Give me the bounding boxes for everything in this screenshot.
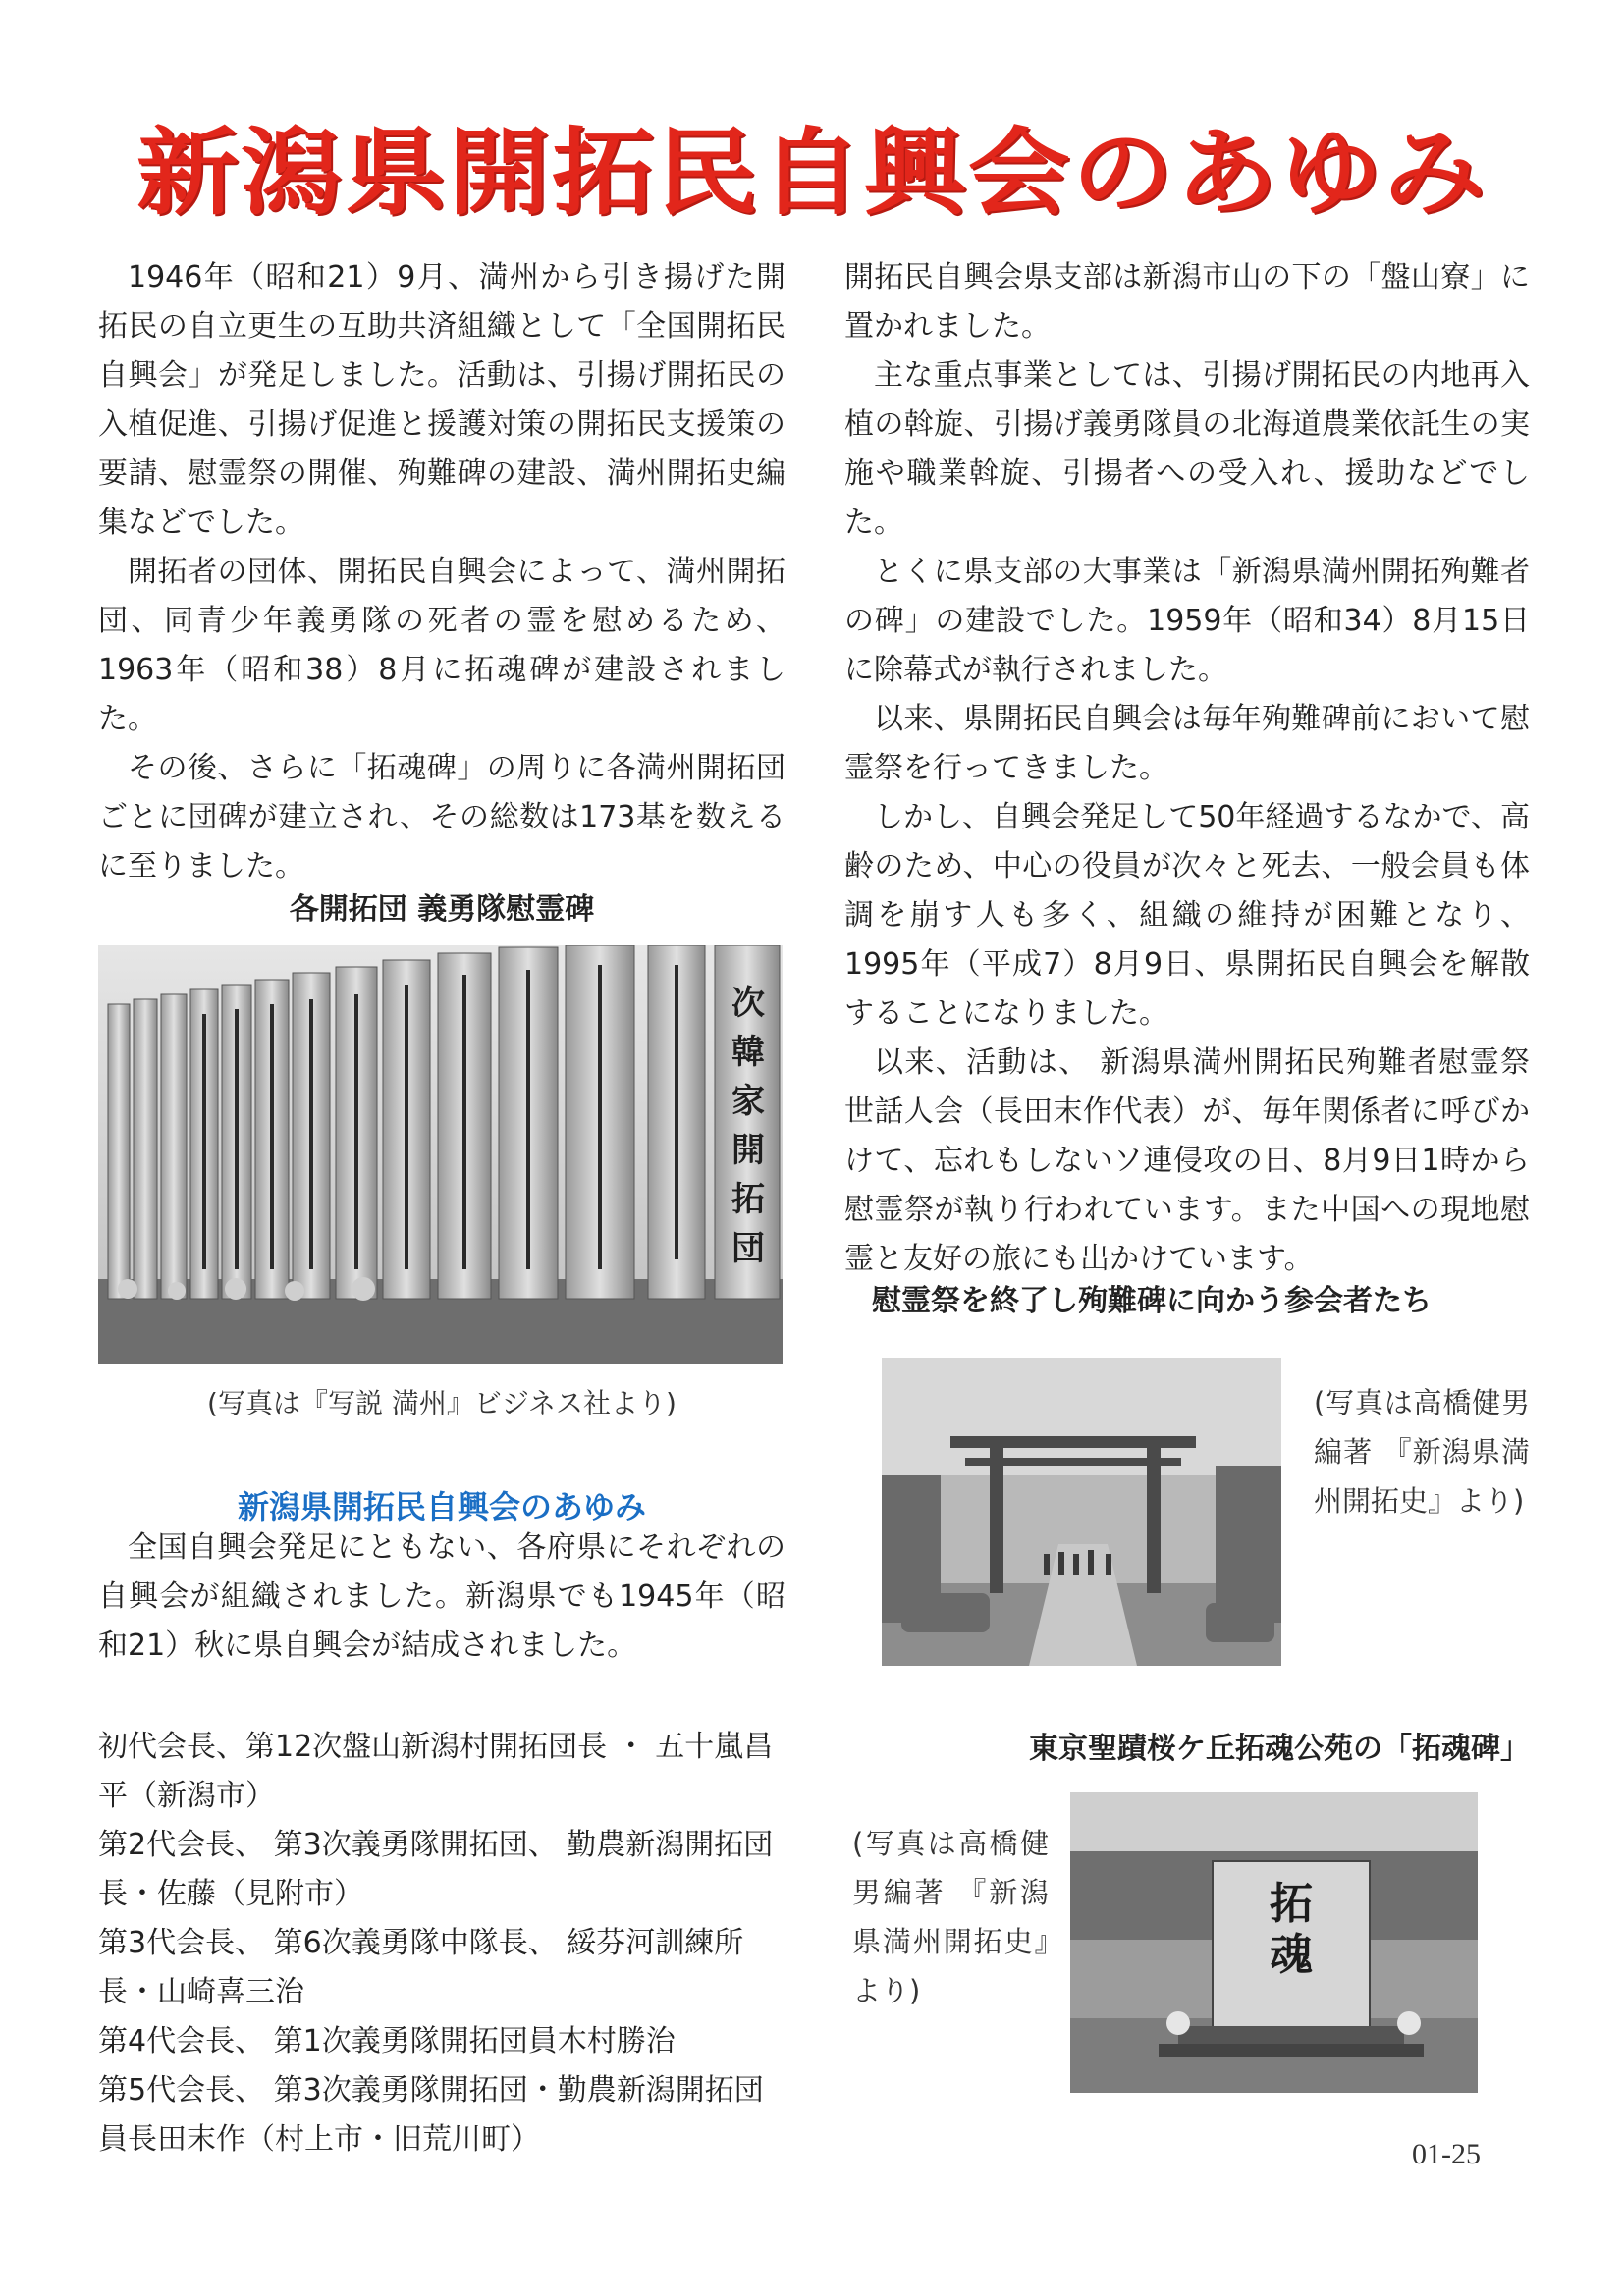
svg-text:次: 次 — [731, 984, 765, 1023]
page-number: 01-25 — [1412, 2138, 1481, 2170]
right-paragraph: 以来、県開拓民自興会は毎年殉難碑前において慰霊祭を行ってきました。 — [844, 702, 1530, 785]
president-item: 第2代会長、 第3次義勇隊開拓団、 勤農新潟開拓団長・佐藤（見附市） — [98, 1828, 774, 1911]
photo1-caption: 各開拓団 義勇隊慰霊碑 — [289, 892, 595, 927]
president-item: 初代会長、第12次盤山新潟村開拓団長 ・ 五十嵐昌平（新潟市） — [98, 1730, 774, 1813]
right-paragraph: しかし、自興会発足して50年経過するなかで、高齢のため、中心の役員が次々と死去、一般会員も体調を崩す人も多く、組織の維持が困難となり、 1995年（平成7）8月9日、県開拓民自興会を解散することになりました。 — [844, 800, 1530, 1031]
svg-text:開: 開 — [731, 1131, 765, 1170]
svg-text:魂: 魂 — [1270, 1930, 1313, 1980]
right-paragraph: 主な重点事業としては、引揚げ開拓民の内地再入植の斡旋、引揚げ義勇隊員の北海道農業依託生の実施や職業斡旋、引揚者への受入れ、援助などでした。 — [844, 358, 1530, 540]
left-paragraph: その後、さらに「拓魂碑」の周りに各満州開拓団ごとに団碑が建立され、その総数は173基を数えるに至りました。 — [98, 751, 785, 883]
photo2-caption: 慰霊祭を終了し殉難碑に向かう参会者たち — [872, 1284, 1432, 1318]
presidents-list — [98, 1723, 785, 2164]
svg-text:団: 団 — [731, 1229, 765, 1268]
left-paragraph: 開拓者の団体、開拓民自興会によって、満州開拓団、同青少年義勇隊の死者の霊を慰めるため、1963年（昭和38）8月に拓魂碑が建設されました。 — [98, 555, 785, 736]
sub-paragraph: 全国自興会発足にともない、各府県にそれぞれの自興会が組織されました。新潟県でも1945年（昭和21）秋に県自興会が結成されました。 — [98, 1530, 785, 1663]
president-item: 第5代会長、 第3次義勇隊開拓団・勤農新潟開拓団員長田末作（村上市・旧荒川町） — [98, 2073, 764, 2157]
photo3-caption: 東京聖蹟桜ケ丘拓魂公苑の「拓魂碑」 — [1029, 1732, 1530, 1766]
right-column — [844, 253, 1530, 1284]
photo3-source: (写真は高橋健男編著 『新潟県満州開拓史』より) — [852, 1827, 1049, 2007]
svg-text:拓: 拓 — [731, 1180, 765, 1219]
memorial-stones-photo — [98, 945, 783, 1364]
svg-text:家: 家 — [731, 1082, 765, 1121]
right-paragraph: 開拓民自興会県支部は新潟市山の下の「盤山寮」に置かれました。 — [844, 260, 1530, 344]
svg-text:拓: 拓 — [1270, 1879, 1313, 1929]
section-subheading: 新潟県開拓民自興会のあゆみ — [237, 1488, 646, 1525]
left-paragraph: 1946年（昭和21）9月、満州から引き揚げた開拓民の自立更生の互助共済組織として「全国開拓民自興会」が発足しました。活動は、引揚げ開拓民の入植促進、引揚げ促進と援護対策の開拓民支援策の要請、慰霊祭の開催、殉難碑の建設、満州開拓史編集などでした。 — [98, 260, 785, 540]
left-column — [98, 253, 785, 891]
president-item: 第4代会長、 第1次義勇隊開拓団員木村勝治 — [98, 2024, 676, 2058]
takukon-monument-photo — [1070, 1792, 1478, 2093]
photo2-source: (写真は高橋健男編著 『新潟県満州開拓史』より) — [1314, 1386, 1530, 1518]
torii-procession-photo — [882, 1358, 1281, 1666]
photo1-source: (写真は『写説 満州』ビジネス社より) — [207, 1387, 677, 1419]
svg-text:韓: 韓 — [731, 1033, 765, 1072]
president-item: 第3代会長、 第6次義勇隊中隊長、 綏芬河訓練所長・山崎喜三治 — [98, 1926, 744, 2009]
page-title: 新潟県開拓民自興会のあゆみ — [136, 118, 1488, 228]
right-paragraph: とくに県支部の大事業は「新潟県満州開拓殉難者の碑」の建設でした。1959年（昭和34）8月15日に除幕式が執行されました。 — [844, 555, 1530, 687]
sub-paragraph-block — [98, 1523, 785, 1671]
right-paragraph: 以来、活動は、 新潟県満州開拓民殉難者慰霊祭世話人会（長田末作代表）が、毎年関係者に呼びかけて、忘れもしないソ連侵攻の日、8月9日1時から慰霊祭が執り行われています。また中国への現地慰霊と友好の旅にも出かけています。 — [844, 1045, 1530, 1276]
